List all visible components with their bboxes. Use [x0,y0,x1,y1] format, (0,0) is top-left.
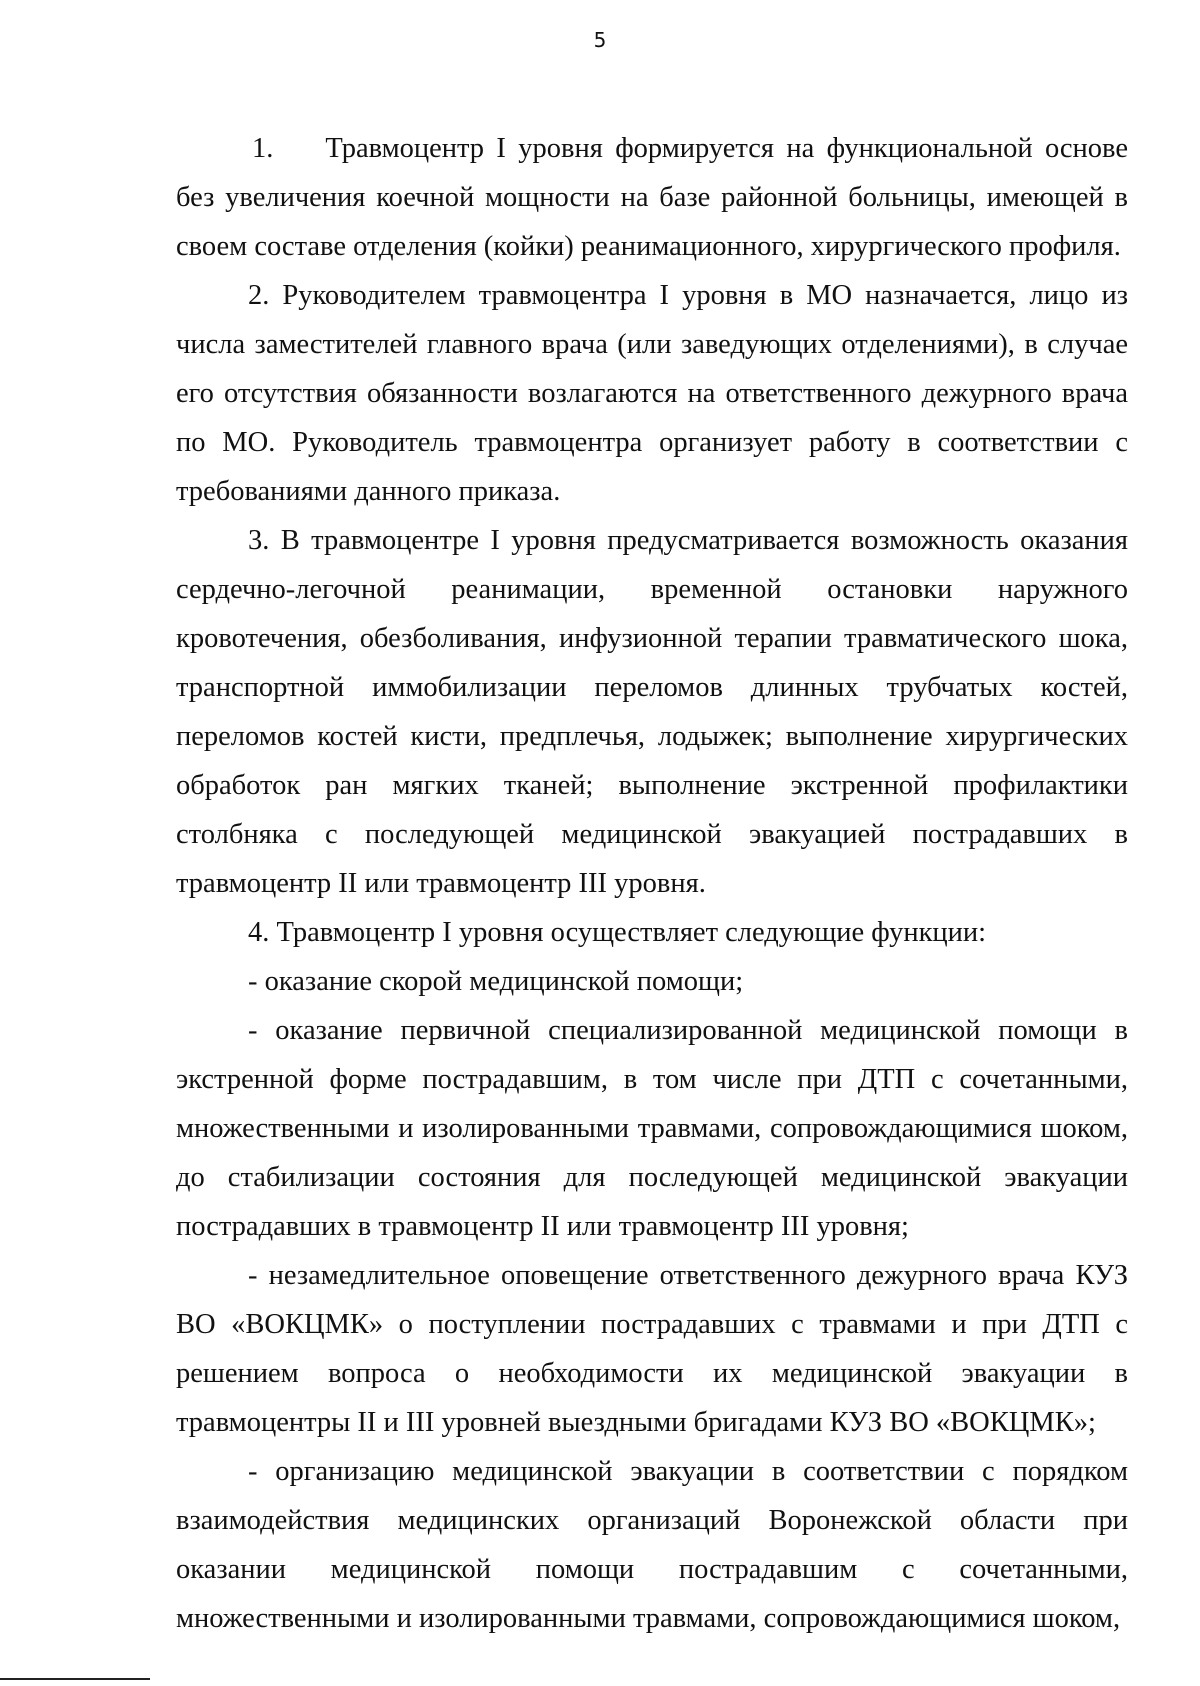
paragraph-3: 3. В травмоцентре I уровня предусматривается возможность оказания сердечно-легочной реанимации, временной остановки наружного кровотечения, обезболивания, инфузионной терапии травматического шока, транспортной иммобилизации переломов длинных трубчатых костей, переломов костей кисти, предплечья, лодыжек; выполнение хирургических обработок ран мягких тканей; выполнение экстренной профилактики столбняка с последующей медицинской эвакуацией пострадавших в травмоцентр II или травмоцентр III уровня. [176,525,1128,899]
list-item-evacuation: - организацию медицинской эвакуации в соответствии с порядком взаимодействия медицинских организаций Воронежской области при оказании медицинской помощи пострадавшим с сочетанными, множественными и изолированными травмами, сопровождающимися шоком, [176,1456,1128,1634]
paragraph-1 [176,124,1128,271]
list-item-emergency-care: - оказание скорой медицинской помощи; [248,966,744,997]
document-body [176,124,1128,1643]
footnote-divider [0,1678,150,1680]
list-item-notification: - незамедлительное оповещение ответственного дежурного врача КУЗ ВО «ВОКЦМК» о поступлении пострадавших с травмами и при ДТП с решением вопроса о необходимости их медицинской эвакуации в травмоцентры II и III уровней выездными бригадами КУЗ ВО «ВОКЦМК»; [176,1260,1128,1438]
paragraph-1-text: Травмоцентр I уровня формируется на функциональной основе без увеличения коечной мощности на базе районной больницы, имеющей в своем составе отделения (койки) реанимационного, хирургического профиля. [176,133,1128,262]
paragraph-1-number: 1. [252,133,274,164]
paragraph-4: 4. Травмоцентр I уровня осуществляет следующие функции: [248,917,987,948]
list-item-specialized-care: - оказание первичной специализированной медицинской помощи в экстренной форме пострадавшим, в том числе при ДТП с сочетанными, множественными и изолированными травмами, сопровождающимися шоком, до стабилизации состояния для последующей медицинской эвакуации пострадавших в травмоцентр II или травмоцентр III уровня; [176,1015,1128,1242]
page-number: 5 [593,28,607,52]
paragraph-2: 2. Руководителем травмоцентра I уровня в МО назначается, лицо из числа заместителей главного врача (или заведующих отделениями), в случае его отсутствия обязанности возлагаются на ответственного дежурного врача по МО. Руководитель травмоцентра организует работу в соответствии с требованиями данного приказа. [176,280,1128,507]
